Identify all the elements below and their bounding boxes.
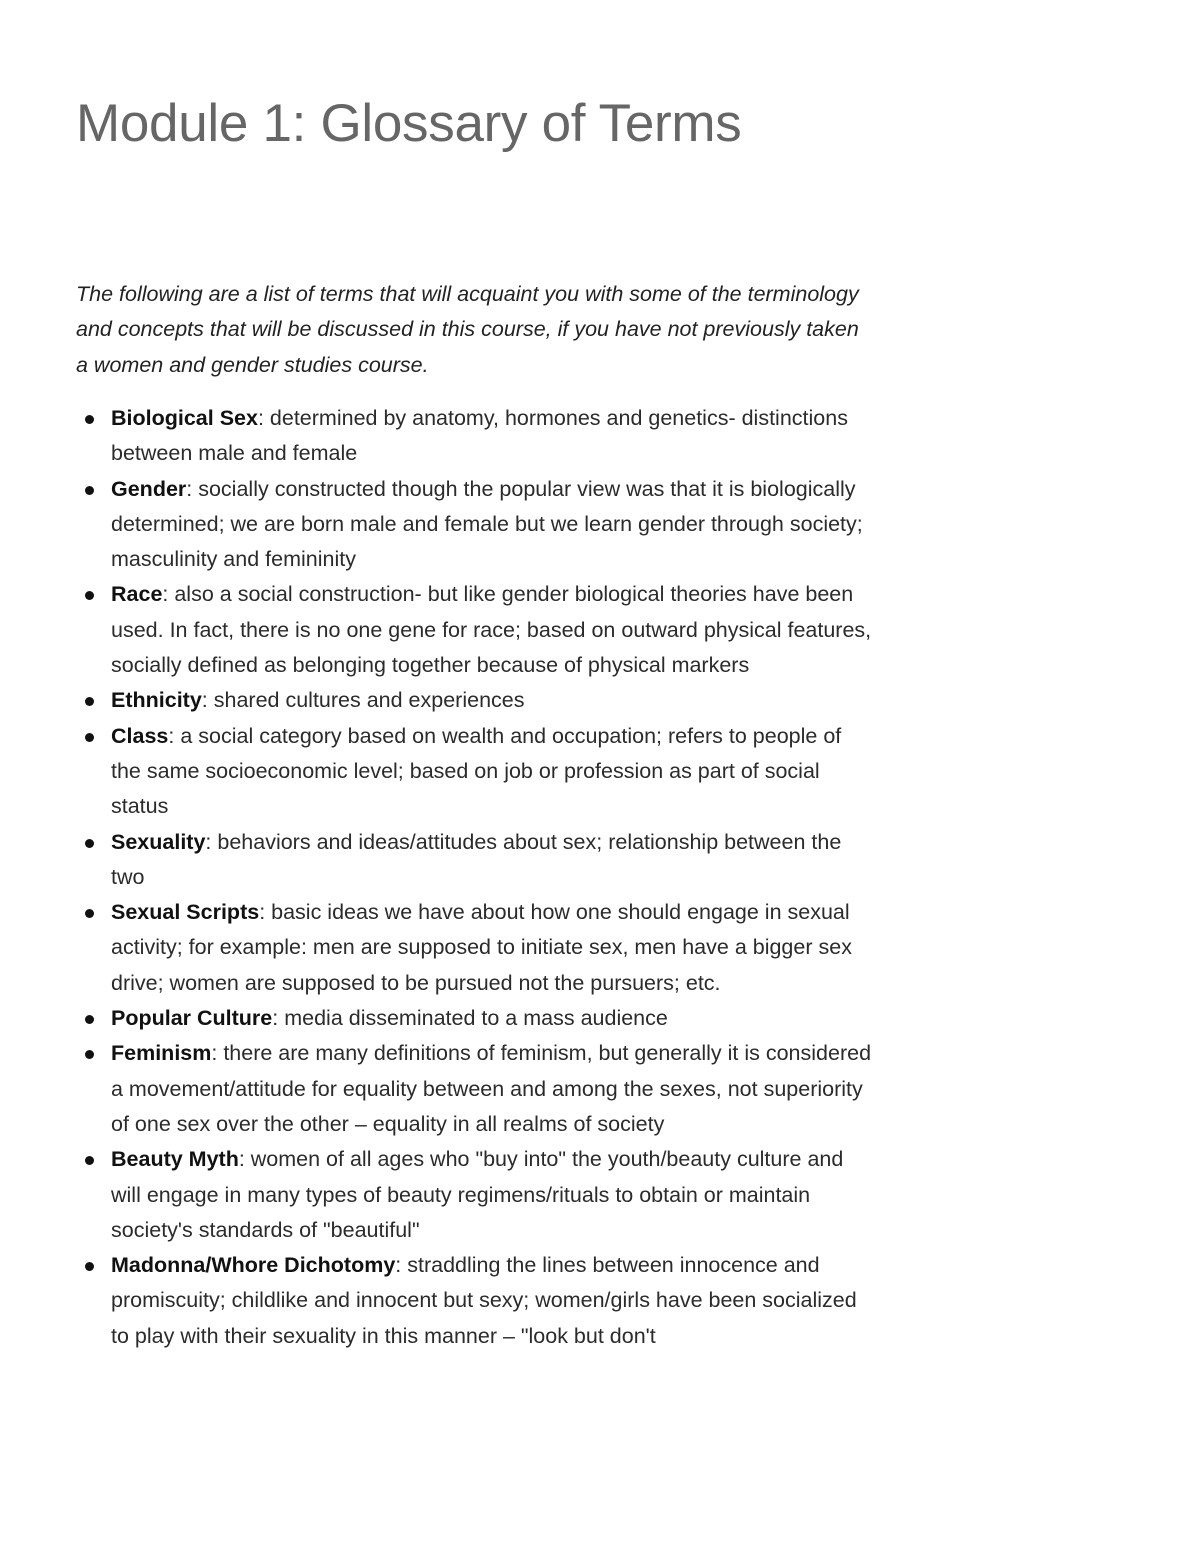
list-item <box>111 1142 876 1248</box>
bullet-icon <box>85 415 94 424</box>
glossary-term: Class <box>111 723 169 748</box>
bullet-icon <box>85 591 94 600</box>
glossary-list <box>111 401 876 1354</box>
glossary-definition: : straddling the lines between innocence and promiscuity; childlike and innocent but sexy; women/girls have been socialized to play with their sexuality in this manner – "look but don't <box>111 1253 857 1348</box>
glossary-definition: : a social category based on wealth and occupation; refers to people of the same socioeconomic level; based on job or profession as part of social status <box>111 723 842 819</box>
glossary-definition: : also a social construction- but like gender biological theories have been used. In fact, there is no one gene for race; based on outward physical features, socially defined as belonging together because of physical markers <box>111 582 872 678</box>
glossary-definition: : socially constructed though the popular view was that it is biologically determined; we are born male and female but we learn gender through society; masculinity and femininity <box>111 476 863 572</box>
glossary-definition: : media disseminated to a mass audience <box>272 1006 668 1031</box>
bullet-icon <box>85 1015 94 1024</box>
glossary-term: Madonna/Whore Dichotomy <box>111 1253 396 1278</box>
glossary-term: Popular Culture <box>111 1006 273 1031</box>
glossary-definition: : there are many definitions of feminism, but generally it is considered a movement/attitude for equality between and among the sexes, not superiority of one sex over the other – equality in all realms of society <box>111 1041 872 1136</box>
bullet-icon <box>85 909 94 918</box>
bullet-icon <box>85 1156 94 1165</box>
glossary-definition: : basic ideas we have about how one should engage in sexual activity; for example: men are supposed to initiate sex, men have a bigger sex drive; women are supposed to be pursued not the pursuers; etc. <box>111 900 852 995</box>
list-item <box>111 577 876 683</box>
list-item <box>111 1036 876 1142</box>
list-item <box>111 1248 876 1354</box>
glossary-term: Beauty Myth <box>111 1147 239 1172</box>
list-item <box>111 895 876 1001</box>
glossary-definition: : women of all ages who "buy into" the youth/beauty culture and will engage in many types of beauty regimens/rituals to obtain or maintain society's standards of "beautiful" <box>111 1147 844 1242</box>
list-item <box>111 472 876 578</box>
glossary-term: Race <box>111 582 163 607</box>
list-item <box>111 683 876 718</box>
bullet-icon <box>85 839 94 848</box>
bullet-icon <box>85 1050 94 1059</box>
list-item <box>111 1001 876 1036</box>
glossary-term: Sexuality <box>111 829 206 854</box>
intro-paragraph: The following are a list of terms that will acquaint you with some of the terminology and concepts that will be discussed in this course, if you have not previously taken a women and gender studies course. <box>76 282 859 377</box>
glossary-term: Ethnicity <box>111 688 202 713</box>
glossary-term: Sexual Scripts <box>111 900 260 925</box>
list-item <box>111 719 876 825</box>
glossary-term: Gender <box>111 476 187 501</box>
bullet-icon <box>85 1262 94 1271</box>
bullet-icon <box>85 486 94 495</box>
glossary-definition: : determined by anatomy, hormones and genetics- distinctions between male and female <box>111 406 848 466</box>
glossary-term: Biological Sex <box>111 406 258 430</box>
list-item <box>111 825 876 896</box>
page-title: Module 1: Glossary of Terms <box>76 94 742 153</box>
glossary-definition: : behaviors and ideas/attitudes about sex; relationship between the two <box>111 829 842 889</box>
list-item <box>111 401 876 472</box>
bullet-icon <box>85 733 94 742</box>
glossary-term: Feminism <box>111 1041 212 1066</box>
bullet-icon <box>85 697 94 706</box>
glossary-definition: : shared cultures and experiences <box>201 688 525 713</box>
